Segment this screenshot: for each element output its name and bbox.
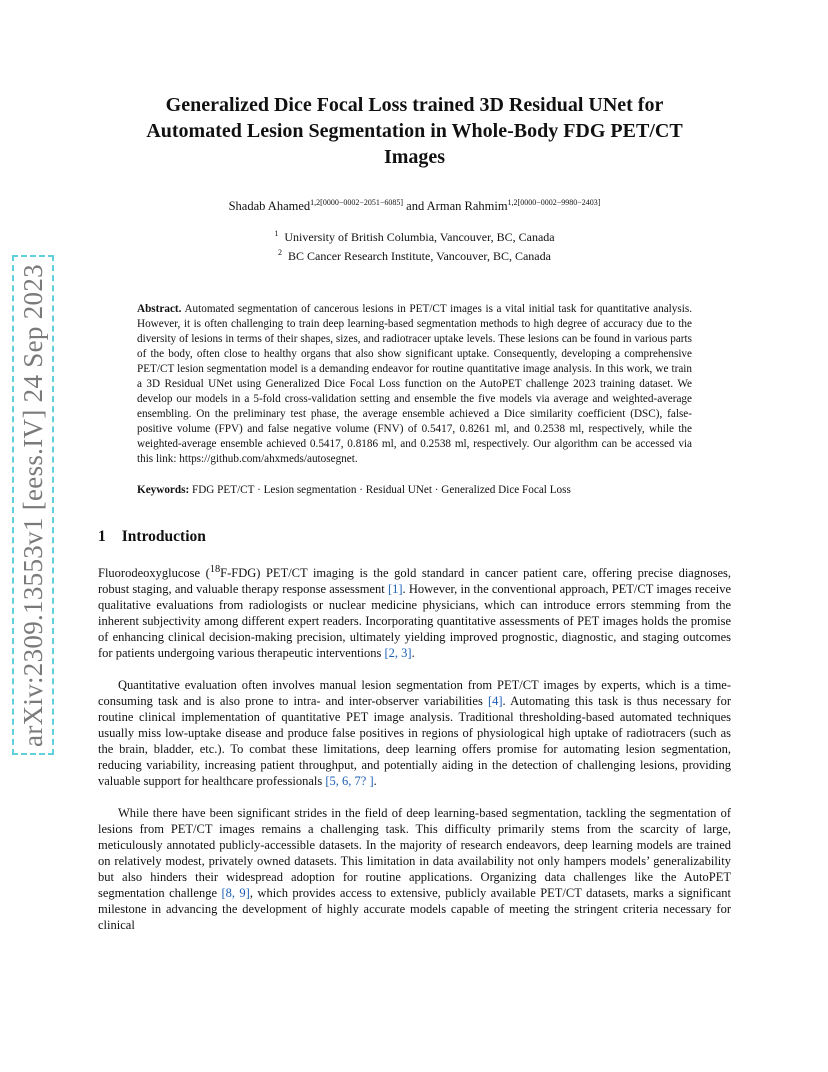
section-number: 1 bbox=[98, 528, 106, 546]
section-heading bbox=[98, 528, 731, 546]
author-1-orcid: 1,2[0000−0002−2051−6085] bbox=[310, 198, 404, 207]
paragraph-1: Fluorodeoxyglucose ($^{18}$F-FDG) PET/CT imaging is the gold standard in cancer patient care, offering precise diagnoses, robust staging, and valuable therapy response assessment [1]. However, in the conventional approach, PET/CT images receive qualitative evaluations from radiologists or nuclear medicine physicians, which can introduce errors stemming from the inherent subjectivity among different expert readers. Incorporating quantitative assessments of PET images holds the promise of enhancing clinical decision-making precision, ultimately yielding improved prognostic, diagnostic, and staging outcomes for patients undergoing various therapeutic interventions [2, 3]. bbox=[98, 564, 732, 661]
citation-link[interactable]: [2, 3] bbox=[384, 646, 412, 661]
author-2: Arman Rahmim bbox=[426, 199, 508, 214]
arxiv-stamp bbox=[12, 255, 54, 755]
paper-page bbox=[98, 92, 731, 933]
affiliation-1: $^1$ University of British Columbia, Vancouver, BC, Canada bbox=[274, 229, 555, 245]
citation-link[interactable]: [1] bbox=[387, 582, 403, 597]
author-line bbox=[98, 198, 731, 214]
affiliation-2: $^2$ BC Cancer Research Institute, Vancouver, BC, Canada bbox=[278, 248, 551, 264]
abstract-label: Abstract. bbox=[137, 303, 182, 316]
abstract-text: Automated segmentation of cancerous lesions in PET/CT images is a vital initial task for quantitative analysis. However, it is often challenging to train deep learning-based segmentation methods to high degree of accuracy due to the diversity of lesions in terms of their shapes, sizes, and radiotracer uptake levels. These lesions can be found in various parts of the body, often close to healthy organs that also show significant uptake. Consequently, developing a comprehensive PET/CT lesion segmentation model is a demanding endeavor for routine quantitative image analysis. In this work, we train a 3D Residual UNet using Generalized Dice Focal Loss function on the AutoPET challenge 2023 training dataset. We develop our models in a 5-fold cross-validation setting and ensemble the five models via average and weighted-average ensembling. On the preliminary test phase, the average ensemble achieved a Dice similarity coefficient (DSC), false-positive volume (FPV) and false negative volume (FNV) of 0.5417, 0.8261 ml, and 0.2538 ml, respectively, while the weighted-average ensemble achieved 0.5417, 0.8186 ml, and 0.2538 ml, respectively. Our algorithm can be accessed via this link: https://github.com/ahxmeds/autosegnet. bbox=[137, 303, 692, 466]
paragraph-2: Quantitative evaluation often involves manual lesion segmentation from PET/CT images by experts, which is a time-consuming task and is also prone to intra- and inter-observer variabilities [4]. Automating this task is thus necessary for routine clinical implementation of quantitative PET image analysis. Traditional thresholding-based automated techniques usually miss low-uptake disease and produce false positives in regions of physiological high uptake of radiotracers (such as the brain, bladder, etc.). To combat these limitations, deep learning offers promise for automating lesion segmentation, reducing variability, increasing patient throughput, and potentially aiding in the detection of challenging lesions, providing valuable support for healthcare professionals [5, 6, 7? ]. bbox=[98, 678, 731, 789]
citation-link[interactable]: [4] bbox=[487, 694, 503, 709]
affiliations bbox=[98, 226, 731, 264]
citation-link[interactable]: [8, 9] bbox=[221, 886, 250, 901]
keywords bbox=[137, 483, 692, 498]
author-and: and bbox=[403, 199, 427, 214]
paper-title: Generalized Dice Focal Loss trained 3D Residual UNet for Automated Lesion Segmentation in Whole-Body FDG PET/CT Images bbox=[146, 94, 683, 168]
citation-link[interactable]: [5, 6, 7? ] bbox=[325, 774, 374, 789]
keywords-text: FDG PET/CT · Lesion segmentation · Residual UNet · Generalized Dice Focal Loss bbox=[192, 484, 571, 497]
author-2-orcid: 1,2[0000−0002−9980−2403] bbox=[507, 198, 601, 207]
author-1: Shadab Ahamed bbox=[228, 199, 311, 214]
paragraph-3: While there have been significant strides in the field of deep learning-based segmentation, tackling the segmentation of lesions from PET/CT images remains a challenging task. This difficulty primarily stems from the scarcity of large, meticulously annotated publicly-accessible datasets. In the majority of research endeavors, deep learning models are trained on relatively modest, privately owned datasets. This limitation in data availability not only hampers models’ generalizability but also hinders their widespread adoption for routine applications. Organizing data challenges like the AutoPET segmentation challenge [8, 9], which provides access to extensive, publicly available PET/CT datasets, marks a significant milestone in advancing the development of highly accurate models capable of meeting the stringent criteria necessary for clinical bbox=[98, 806, 731, 933]
keywords-label: Keywords: bbox=[137, 484, 190, 497]
arxiv-id: arXiv:2309.13553v1 [eess.IV] 24 Sep 2023 bbox=[17, 263, 48, 747]
section-title: Introduction bbox=[121, 528, 206, 546]
abstract bbox=[137, 302, 692, 467]
